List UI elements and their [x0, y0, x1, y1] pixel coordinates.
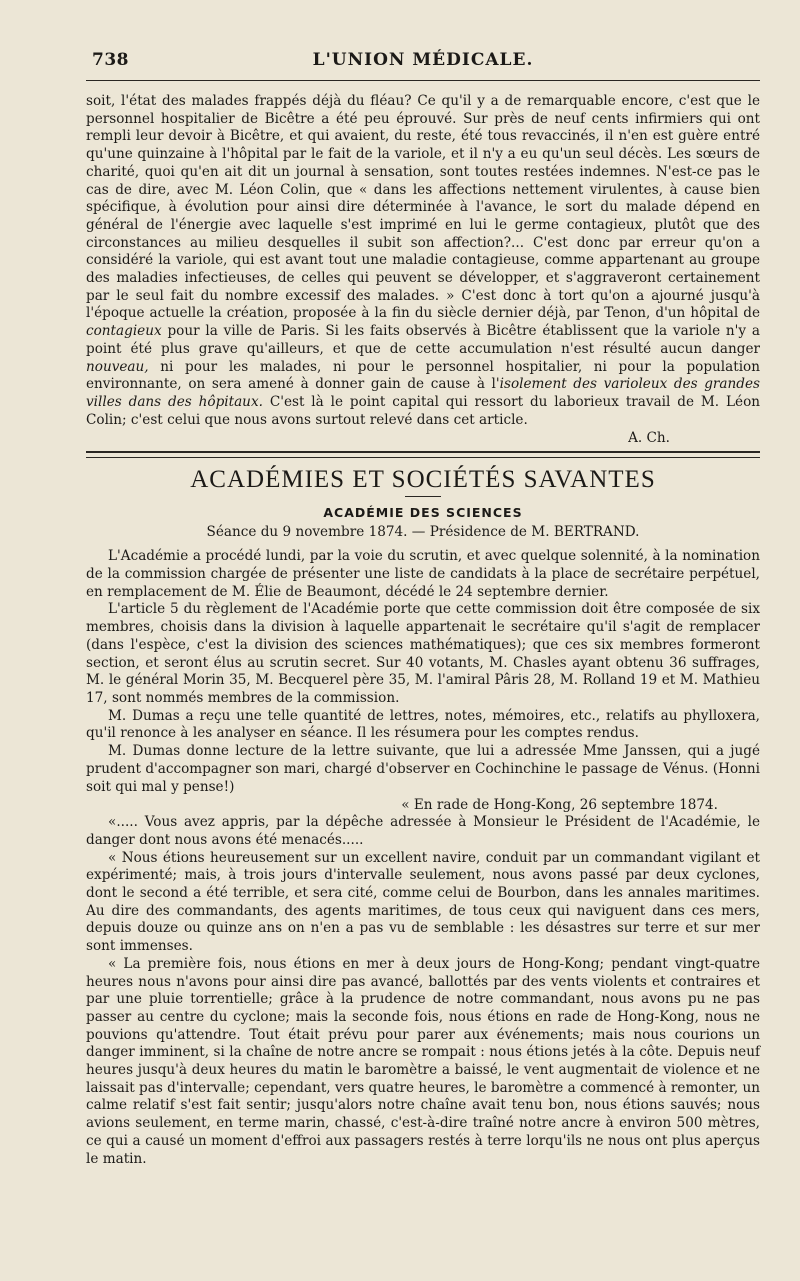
letter-paragraph: «..... Vous avez appris, par la dépêche adressée à Monsieur le Président de l'Académie, le danger dont nous avons été menacés.....	[86, 814, 760, 848]
italic-run: nouveau,	[86, 358, 149, 375]
letter-dateline: « En rade de Hong-Kong, 26 septembre 1874.	[401, 797, 718, 814]
page-number: 738	[92, 50, 129, 70]
section-divider	[86, 451, 760, 458]
running-head	[86, 46, 760, 76]
text-run: C'est là le point capital qui ressort du laborieux travail de M. Léon Colin; c'est celui que nous avons surtout relevé dans cet article.	[86, 393, 761, 428]
text-run: soit, l'état des malades frappés déjà du fléau? Ce qu'il y a de remarquable encore, c'est que le personnel hospitalier de Bicêtre a été peu éprouvé. Sur près de neuf cents infirmiers qui ont rempli leur devoir à Bicêtre, et qui avaient, du reste, été tous revaccinés, il n'en est guère entré qu'une quinzaine à l'hôpital par le fait de la variole, et il n'y a eu qu'un seul décès. Les sœurs de charité, quoi qu'en ait dit un journal à sensation, sont toutes restées indemnes. N'est-ce pas le cas de dire, avec M. Léon Colin, que « dans les affections nettement virulentes, à cause bien spécifique, à évolution pour ainsi dire déterminée à l'avance, le sort du malade dépend en général de l'énergie avec laquelle s'est imprimé en lui le germe contagieux, plutôt que des circonstances au milieu desquelles il subit son affection?... C'est donc par erreur qu'on a considéré la variole, qui est avant tout une maladie contagieuse, comme appartenant au groupe des maladies infectieuses, de celles qui peuvent se développer, et s'aggraveront certainement par le seul fait du nombre excessif des malades. » C'est donc à tort qu'on a ajourné jusqu'à l'époque actuelle la création, proposée à la fin du siècle dernier déjà, par Tenon, d'un hôpital de	[86, 93, 760, 322]
author-signature: A. Ch.	[628, 430, 670, 447]
header-rule	[86, 80, 760, 81]
letter-paragraph: « La première fois, nous étions en mer à deux jours de Hong-Kong; pendant vingt-quatre heures nous n'avons pour ainsi dire pas avancé, ballottés par des vents violents et contraires et par une pluie torrentielle; grâce à la prudence de notre commandant, nous avons pu ne pas passer au centre du cyclone; mais la seconde fois, nous étions en rade de Hong-Kong, nous ne pouvions qu'attendre. Tout était prévu pour parer aux événements; mais nous courions un danger imminent, si la chaîne de notre ancre se rompait : nous étions jetés à la côte. Depuis neuf heures jusqu'à deux heures du matin le baromètre a baissé, le vent augmentait de violence et ne laissait pas d'intervalle; cependant, vers quatre heures, le baromètre a commencé à remonter, un calme relatif s'est fait sentir; jusqu'alors notre chaîne avait tenu bon, nous étions sauvés; nous avions seulement, en terme marin, chassé, c'est-à-dire traîné notre ancre à environ 500 mètres, ce qui a causé un moment d'effroi aux passagers restés à terre lorqu'ils ne nous ont plus aperçus le matin.	[86, 955, 760, 1167]
section-title: ACADÉMIES ET SOCIÉTÉS SAVANTES	[190, 466, 656, 494]
seance-line: Séance du 9 novembre 1874. — Présidence de M. BERTRAND.	[206, 524, 640, 541]
text-run: ni pour les malades, ni pour le personnel hospitalier, ni pour la population environnante, on sera amené à donner gain de cause à l'	[86, 358, 760, 393]
letter-body	[86, 814, 760, 1168]
journal-title: L'UNION MÉDICALE.	[312, 50, 534, 70]
minutes-paragraph: M. Dumas donne lecture de la lettre suivante, que lui a adressée Mme Janssen, qui a jugé prudent d'accompagner son mari, chargé d'observer en Cochinchine le passage de Vénus. (Honni soit qui mal y pense!)	[86, 743, 760, 795]
minutes-paragraph: L'article 5 du règlement de l'Académie porte que cette commission doit être composée de six membres, choisis dans la division à laquelle appartenait le secrétaire qu'il s'agit de remplacer (dans l'espèce, c'est la division des sciences mathématiques); que ces six membres formeront section, et seront élus au scrutin secret. Sur 40 votants, M. Chasles ayant obtenu 36 suffrages, M. le général Morin 35, M. Becquerel père 35, M. l'amiral Pâris 28, M. Rolland 19 et M. Mathieu 17, sont nommés membres de la commission.	[86, 601, 760, 706]
article-conclusion	[86, 93, 760, 429]
text-run: pour la ville de Paris. Si les faits observés à Bicêtre établissent que la variole n'y a point été plus grave qu'ailleurs, et que de cette accumulation n'est résulté aucun danger	[86, 323, 760, 357]
italic-run: contagieux	[86, 323, 162, 340]
minutes-body	[86, 548, 760, 796]
subsection-title: ACADÉMIE DES SCIENCES	[323, 505, 523, 521]
italic-run: isolement des varioleux des grandes villes dans des hôpitaux.	[86, 376, 760, 410]
letter-paragraph: « Nous étions heureusement sur un excellent navire, conduit par un commandant vigilant et expérimenté; mais, à trois jours d'intervalle seulement, nous avons passé par deux cyclones, dont le second a été terrible, et sera cité, comme celui de Bourbon, dans les annales maritimes. Au dire des commandants, des agents maritimes, de tous ceux qui naviguent dans ces mers, depuis douze ou quinze ans on n'en a pas vu de semblable : les désastres sur terre et sur mer sont immenses.	[86, 849, 760, 955]
short-rule	[405, 496, 441, 497]
minutes-paragraph: M. Dumas a reçu une telle quantité de lettres, notes, mémoires, etc., relatifs au phylloxera, qu'il renonce à les analyser en séance. Il les résumera pour les comptes rendus.	[86, 707, 760, 742]
article-paragraph	[86, 93, 760, 429]
minutes-paragraph: L'Académie a procédé lundi, par la voie du scrutin, et avec quelque solennité, à la nomination de la commission chargée de présenter une liste de candidats à la place de secrétaire perpétuel, en remplacement de M. Élie de Beaumont, décédé le 24 septembre dernier.	[86, 548, 760, 600]
